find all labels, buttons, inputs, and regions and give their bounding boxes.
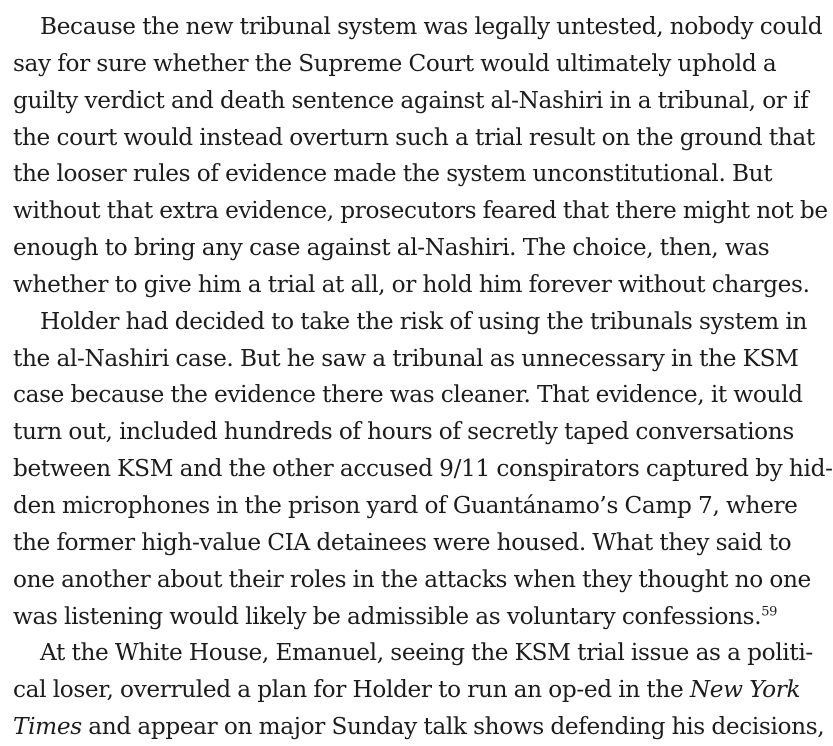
text-line: Holder had decided to take the risk of using the tribunals system in bbox=[40, 307, 807, 335]
publication-title: Times bbox=[13, 713, 82, 741]
text-line: enough to bring any case against al-Nashiri. The choice, then, was bbox=[13, 234, 770, 262]
footnote-marker: 59 bbox=[761, 603, 778, 619]
text-line-content: and appear on major Sunday talk shows defending his decisions, bbox=[88, 713, 825, 741]
text-line: den microphones in the prison yard of Guantánamo’s Camp 7, where bbox=[13, 491, 798, 519]
text-line: At the White House, Emanuel, seeing the KSM trial issue as a politi- bbox=[40, 639, 813, 667]
text-line: the former high-value CIA detainees were housed. What they said to bbox=[13, 528, 792, 556]
publication-title: New York bbox=[689, 676, 801, 704]
text-line: Because the new tribunal system was legally untested, nobody could bbox=[40, 13, 823, 40]
text-line: the looser rules of evidence made the system unconstitutional. But bbox=[13, 160, 773, 188]
text-line bbox=[13, 672, 801, 709]
text-line bbox=[13, 709, 825, 746]
text-line: the al-Nashiri case. But he saw a tribunal as unnecessary in the KSM bbox=[13, 344, 799, 372]
text-line: between KSM and the other accused 9/11 conspirators captured by hid- bbox=[13, 455, 833, 483]
text-line: the court would instead overturn such a trial result on the ground that bbox=[13, 123, 815, 151]
text-line-content: cal loser, overruled a plan for Holder to run an op-ed in the bbox=[13, 676, 684, 704]
text-line-content: was listening would likely be admissible as voluntary confessions. bbox=[13, 602, 762, 630]
text-line: turn out, included hundreds of hours of secretly taped conversations bbox=[13, 418, 794, 446]
text-line: whether to give him a trial at all, or hold him forever without charges. bbox=[13, 270, 810, 298]
text-line: without that extra evidence, prosecutors feared that there might not be bbox=[13, 197, 828, 225]
text-line bbox=[13, 599, 778, 636]
text-line: one another about their roles in the attacks when they thought no one bbox=[13, 565, 811, 593]
text-line: case because the evidence there was cleaner. That evidence, it would bbox=[13, 381, 803, 409]
text-line: say for sure whether the Supreme Court would ultimately uphold a bbox=[13, 49, 777, 77]
paragraph-3 bbox=[13, 635, 825, 746]
paragraph-1 bbox=[13, 9, 828, 304]
paragraph-2 bbox=[13, 304, 833, 636]
text-line: guilty verdict and death sentence against al-Nashiri in a tribunal, or if bbox=[13, 86, 809, 114]
